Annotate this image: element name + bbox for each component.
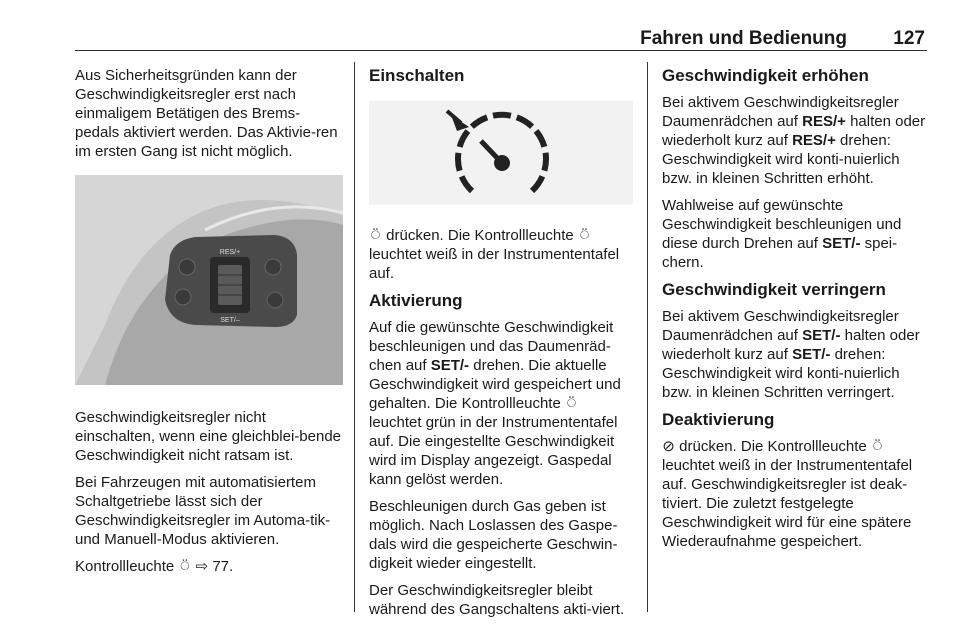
column-2 xyxy=(369,66,633,627)
wahlweise-paragraph: Wahlweise auf gewünschte Geschwindigkeit beschleunigen und diese durch Drehen auf SET/- spei-chern. xyxy=(662,197,902,271)
heading-deaktivierung: Deaktivierung xyxy=(662,410,775,429)
cruise-cancel-symbol-icon: ⊘ xyxy=(662,438,675,455)
warning-paragraph: Geschwindigkeitsregler nicht einschalten, wenn eine gleichblei-bende Geschwindigkeit nicht ratsam ist. xyxy=(75,409,342,464)
heading-erhoehen: Geschwindigkeit erhöhen xyxy=(662,66,869,85)
page-header xyxy=(75,28,927,50)
cruise-control-symbol-icon: ⍥ xyxy=(566,395,576,412)
heading-einschalten: Einschalten xyxy=(369,66,465,85)
chapter-title: Fahren und Bedienung xyxy=(640,28,847,49)
aktivierung-paragraph: Auf die gewünschte Geschwindigkeit beschleunigen und das Daumenräd-chen auf SET/- drehen. Die aktuelle Geschwindigkeit wird gespeichert und gehalten. Die Kontrollleuchte ⍥ leuchtet grün in der Instrumententafel auf. Die eingestellte Geschwindigkeit wird im Display angezeigt. Gaspedal kann gelöst werden. xyxy=(369,319,621,488)
heading-aktivierung: Aktivierung xyxy=(369,291,463,310)
heading-verringern: Geschwindigkeit verringern xyxy=(662,280,886,299)
steering-wheel-image xyxy=(75,175,343,385)
cruise-control-symbol-icon: ⍥ xyxy=(180,558,190,575)
page-number: 127 xyxy=(893,28,925,49)
page-reference-arrow-icon: ⇨ xyxy=(195,558,209,575)
header-rule xyxy=(75,50,927,51)
verringern-paragraph: Bei aktivem Geschwindigkeitsregler Daumenrädchen auf SET/- halten oder wiederholt kurz auf SET/- drehen: Geschwindigkeit wird konti-nuierlich bzw. in kleinen Schritten verringert. xyxy=(662,308,920,401)
column-divider-1 xyxy=(354,62,355,612)
column-3 xyxy=(662,66,927,559)
reference-paragraph: Kontrollleuchte ⍥ ⇨ 77. xyxy=(75,558,234,575)
cruise-control-symbol-icon: ⍥ xyxy=(370,227,380,244)
cruise-control-symbol-icon: ⍥ xyxy=(872,438,882,455)
column-1 xyxy=(75,66,343,584)
wheel-res-label: RES/+ xyxy=(219,249,241,256)
safety-paragraph: Aus Sicherheitsgründen kann der Geschwindigkeitsregler erst nach einmaligem Betätigen des Brems-pedals aktiviert werden. Das Aktivie-ren im ersten Gang ist nicht möglich. xyxy=(75,67,338,160)
wheel-set-label: SET/– xyxy=(220,317,240,324)
column-divider-2 xyxy=(647,62,648,612)
cruise-control-symbol-icon: ⍥ xyxy=(579,227,589,244)
gas-paragraph: Beschleunigen durch Gas geben ist möglich. Nach Loslassen des Gaspe-dals wird die gespeicherte Geschwin-digkeit wieder eingestellt. xyxy=(369,498,618,572)
einschalten-paragraph: ⍥ drücken. Die Kontrollleuchte ⍥ leuchtet weiß in der Instrumententafel auf. xyxy=(369,227,620,282)
automatic-paragraph: Bei Fahrzeugen mit automatisiertem Schaltgetriebe lässt sich der Geschwindigkeitsregler im Automa-tik- und Manuell-Modus aktivieren. xyxy=(75,474,331,548)
gangschalten-paragraph: Der Geschwindigkeitsregler bleibt während des Gangschaltens akti-viert. xyxy=(369,582,625,618)
speedometer-icon xyxy=(369,101,633,205)
erhoehen-paragraph: Bei aktivem Geschwindigkeitsregler Daumenrädchen auf RES/+ halten oder wiederholt kurz auf RES/+ drehen: Geschwindigkeit wird konti-nuierlich bzw. in kleinen Schritten erhöht. xyxy=(662,94,926,187)
deaktivierung-paragraph: ⊘ drücken. Die Kontrollleuchte ⍥ leuchtet weiß in der Instrumententafel auf. Geschwindigkeitsregler ist deak-tiviert. Die zuletzt festgelegte Geschwindigkeit wird für eine spätere Wiederaufnahme gespeichert. xyxy=(662,438,913,550)
